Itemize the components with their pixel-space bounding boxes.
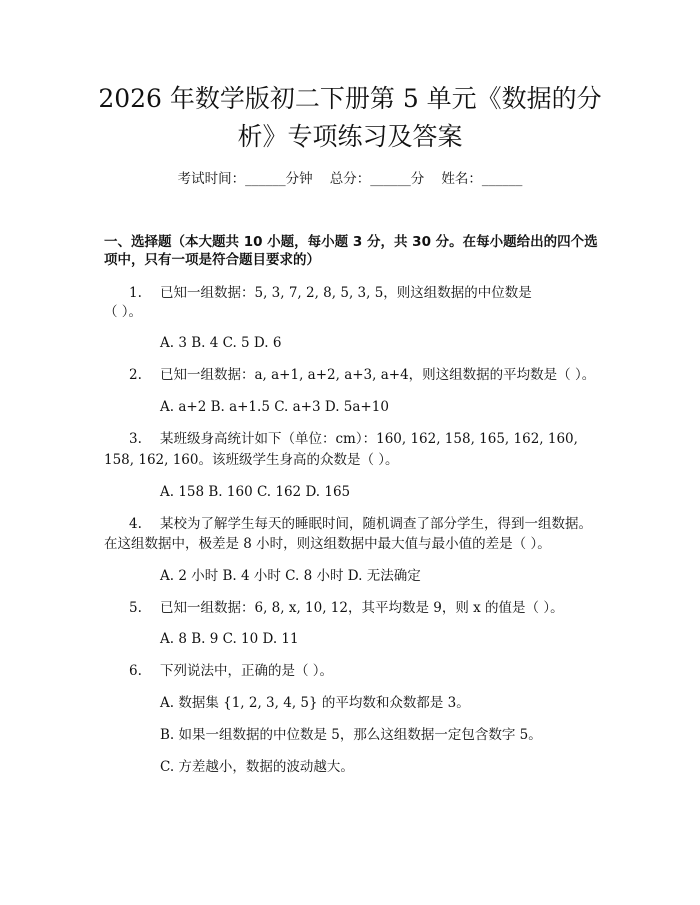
question-text: 某班级身高统计如下（单位：cm）：160, 162, 158, 165, 162, 160,: [160, 431, 578, 447]
question-text: 下列说法中，正确的是（ ）。: [160, 663, 334, 679]
page-title-line-2: 析》专项练习及答案: [237, 122, 463, 151]
question-options: A. 8 B. 9 C. 10 D. 11: [160, 631, 299, 647]
exam-info: 考试时间：______分钟 总分：______分 姓名：______: [177, 171, 523, 187]
question-text: 某校为了解学生每天的睡眠时间，随机调查了部分学生，得到一组数据。: [160, 516, 592, 532]
question-options: A. 3 B. 4 C. 5 D. 6: [160, 335, 282, 351]
option-c: C. 方差越小，数据的波动越大。: [160, 759, 354, 775]
question-text: 已知一组数据：5, 3, 7, 2, 8, 5, 3, 5，则这组数据的中位数是: [160, 285, 532, 301]
question-text-continued: 在这组数据中，极差是 8 小时，则这组数据中最大值与最小值的差是（ ）。: [104, 536, 551, 552]
question-options: A. 2 小时 B. 4 小时 C. 8 小时 D. 无法确定: [160, 568, 421, 584]
question-text: 已知一组数据：6, 8, x, 10, 12，其平均数是 9，则 x 的值是（ ）。: [160, 600, 564, 616]
question-number: 4.: [129, 516, 142, 532]
section-heading-line-2: 项中，只有一项是符合题目要求的）: [104, 252, 320, 268]
question-number: 3.: [129, 431, 142, 447]
option-b: B. 如果一组数据的中位数是 5，那么这组数据一定包含数字 5。: [160, 727, 542, 743]
question-number: 6.: [129, 663, 142, 679]
section-heading-line-1: 一、选择题（本大题共 10 小题，每小题 3 分，共 30 分。在每小题给出的四个选: [104, 234, 598, 250]
question-text: 已知一组数据：a, a+1, a+2, a+3, a+4，则这组数据的平均数是（ ）。: [160, 367, 596, 383]
question-options: A. 158 B. 160 C. 162 D. 165: [160, 484, 351, 500]
question-options: A. a+2 B. a+1.5 C. a+3 D. 5a+10: [160, 399, 389, 415]
question-number: 5.: [129, 600, 142, 616]
option-a: A. 数据集 {1, 2, 3, 4, 5} 的平均数和众数都是 3。: [160, 695, 470, 711]
question-number: 2.: [129, 367, 142, 383]
question-text-continued: （ ）。: [104, 304, 143, 320]
page-title-line-1: 2026 年数学版初二下册第 5 单元《数据的分: [98, 84, 602, 113]
question-number: 1.: [129, 285, 142, 301]
question-text-continued: 158, 162, 160。该班级学生身高的众数是（ ）。: [104, 452, 399, 468]
